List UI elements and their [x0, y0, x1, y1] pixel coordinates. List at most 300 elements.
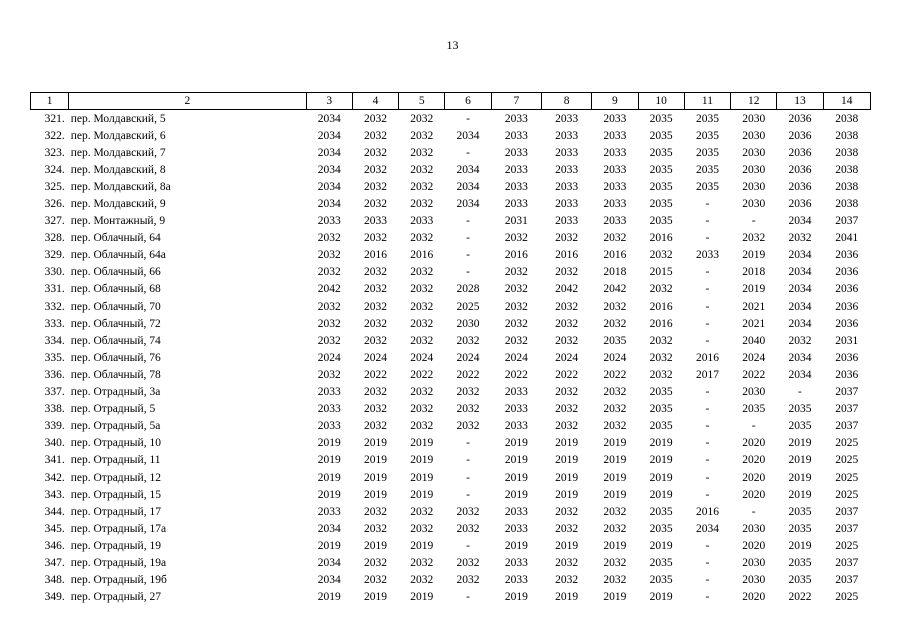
- row-number: 336.: [44, 368, 65, 381]
- year-cell: 2032: [317, 249, 341, 262]
- year-cell: 2034: [317, 556, 341, 569]
- year-cell: -: [466, 232, 470, 245]
- year-cell: 2040: [742, 334, 766, 347]
- year-cell: 2019: [555, 488, 579, 501]
- year-cell: 2032: [410, 112, 434, 125]
- year-cell: -: [466, 539, 470, 552]
- year-cell: 2035: [695, 129, 719, 142]
- year-cell: 2032: [364, 403, 388, 416]
- table-row: [31, 537, 871, 554]
- year-cell: 2032: [364, 300, 388, 313]
- table-row: [31, 315, 871, 332]
- table-row: [31, 572, 871, 589]
- year-cell: 2033: [504, 163, 528, 176]
- row-number: 339.: [44, 420, 65, 433]
- year-cell: 2024: [364, 351, 388, 364]
- year-cell: -: [466, 266, 470, 279]
- header-row: [31, 93, 871, 110]
- table-row: [31, 230, 871, 247]
- year-cell: 2032: [317, 368, 341, 381]
- year-cell: 2034: [788, 283, 812, 296]
- year-cell: -: [466, 454, 470, 467]
- year-cell: 2036: [835, 351, 859, 364]
- column-header-1: 1: [31, 93, 69, 110]
- row-number: 331.: [44, 283, 65, 296]
- year-cell: 2034: [788, 249, 812, 262]
- year-cell: 2032: [364, 420, 388, 433]
- address-cell: пер. Отрадный, 10: [70, 437, 161, 450]
- year-cell: -: [705, 215, 710, 228]
- year-cell: 2032: [456, 522, 480, 535]
- year-cell: 2035: [788, 505, 812, 518]
- year-cell: 2030: [742, 163, 766, 176]
- year-cell: 2036: [788, 180, 812, 193]
- year-cell: 2019: [603, 437, 627, 450]
- table-row: [31, 469, 871, 486]
- column-header-11: 11: [684, 93, 730, 110]
- year-cell: 2034: [456, 180, 480, 193]
- address-cell: пер. Отрадный, 5: [70, 403, 156, 416]
- year-cell: 2019: [788, 454, 812, 467]
- year-cell: 2032: [410, 403, 434, 416]
- year-cell: 2028: [456, 283, 480, 296]
- year-cell: 2032: [555, 556, 579, 569]
- year-cell: 2016: [410, 249, 434, 262]
- table-row: [31, 503, 871, 520]
- year-cell: 2032: [410, 317, 434, 330]
- year-cell: 2035: [649, 386, 673, 399]
- table-body: [31, 110, 871, 606]
- table-row: [31, 332, 871, 349]
- row-number: 329.: [44, 249, 65, 262]
- column-header-13: 13: [777, 93, 823, 110]
- year-cell: 2032: [410, 180, 434, 193]
- year-cell: 2033: [504, 403, 528, 416]
- year-cell: 2036: [835, 300, 859, 313]
- year-cell: 2034: [317, 574, 341, 587]
- year-cell: -: [705, 317, 710, 330]
- year-cell: 2019: [555, 454, 579, 467]
- table-row: [31, 127, 871, 144]
- year-cell: 2032: [603, 420, 627, 433]
- year-cell: 2035: [788, 403, 812, 416]
- column-header-7: 7: [491, 93, 541, 110]
- row-number: 323.: [44, 146, 65, 159]
- year-cell: 2034: [456, 163, 480, 176]
- table-row: [31, 452, 871, 469]
- year-cell: 2025: [835, 437, 859, 450]
- year-cell: 2017: [695, 368, 719, 381]
- year-cell: 2034: [788, 368, 812, 381]
- table-row: [31, 384, 871, 401]
- year-cell: 2032: [364, 334, 388, 347]
- year-cell: 2032: [317, 317, 341, 330]
- year-cell: 2032: [456, 334, 480, 347]
- year-cell: 2032: [555, 403, 579, 416]
- year-cell: 2032: [410, 163, 434, 176]
- year-cell: 2022: [603, 368, 627, 381]
- year-cell: 2016: [695, 505, 719, 518]
- year-cell: 2038: [835, 146, 859, 159]
- address-cell: пер. Отрадный, 12: [70, 471, 161, 484]
- address-cell: пер. Отрадный, 19б: [70, 574, 167, 587]
- year-cell: 2025: [835, 471, 859, 484]
- year-cell: 2032: [410, 386, 434, 399]
- year-cell: 2032: [410, 505, 434, 518]
- table-row: [31, 349, 871, 366]
- year-cell: 2033: [504, 522, 528, 535]
- year-cell: 2033: [317, 386, 341, 399]
- year-cell: 2032: [364, 146, 388, 159]
- year-cell: 2034: [317, 163, 341, 176]
- year-cell: 2024: [410, 351, 434, 364]
- year-cell: 2034: [456, 198, 480, 211]
- year-cell: -: [705, 574, 710, 587]
- year-cell: 2020: [742, 591, 766, 604]
- year-cell: 2035: [649, 180, 673, 193]
- year-cell: 2033: [555, 215, 579, 228]
- year-cell: 2019: [555, 539, 579, 552]
- year-cell: -: [466, 591, 470, 604]
- year-cell: 2033: [317, 505, 341, 518]
- address-cell: пер. Отрадный, 19: [70, 539, 161, 552]
- year-cell: 2033: [603, 112, 627, 125]
- year-cell: 2019: [788, 471, 812, 484]
- year-cell: 2035: [649, 129, 673, 142]
- address-cell: пер. Отрадный, 11: [70, 454, 161, 467]
- year-cell: 2035: [649, 112, 673, 125]
- year-cell: 2032: [788, 232, 812, 245]
- year-cell: 2033: [504, 129, 528, 142]
- year-cell: -: [705, 266, 710, 279]
- year-cell: 2032: [649, 249, 673, 262]
- year-cell: 2032: [410, 522, 434, 535]
- year-cell: -: [705, 471, 710, 484]
- table-row: [31, 178, 871, 195]
- year-cell: 2032: [456, 556, 480, 569]
- year-cell: 2019: [317, 437, 341, 450]
- year-cell: 2038: [835, 163, 859, 176]
- column-header-14: 14: [823, 93, 870, 110]
- year-cell: 2035: [788, 556, 812, 569]
- year-cell: 2035: [649, 522, 673, 535]
- year-cell: 2033: [504, 556, 528, 569]
- year-cell: 2019: [410, 454, 434, 467]
- year-cell: 2035: [649, 505, 673, 518]
- table-row: [31, 435, 871, 452]
- row-number: 321.: [44, 112, 65, 125]
- year-cell: 2032: [364, 232, 388, 245]
- year-cell: 2033: [603, 215, 627, 228]
- column-header-12: 12: [731, 93, 777, 110]
- year-cell: 2033: [603, 146, 627, 159]
- year-cell: 2019: [649, 437, 673, 450]
- year-cell: 2019: [603, 471, 627, 484]
- year-cell: 2032: [364, 163, 388, 176]
- year-cell: 2016: [504, 249, 528, 262]
- year-cell: 2034: [788, 351, 812, 364]
- year-cell: 2032: [317, 300, 341, 313]
- year-cell: 2019: [649, 488, 673, 501]
- year-cell: 2024: [317, 351, 341, 364]
- table-row: [31, 247, 871, 264]
- year-cell: 2030: [742, 556, 766, 569]
- year-cell: 2019: [649, 539, 673, 552]
- year-cell: 2034: [788, 266, 812, 279]
- year-cell: -: [466, 488, 470, 501]
- year-cell: 2035: [649, 574, 673, 587]
- year-cell: 2037: [835, 556, 859, 569]
- year-cell: 2034: [317, 180, 341, 193]
- year-cell: 2032: [410, 420, 434, 433]
- year-cell: 2032: [410, 334, 434, 347]
- year-cell: 2019: [410, 591, 434, 604]
- year-cell: 2019: [410, 488, 434, 501]
- year-cell: -: [798, 386, 802, 399]
- year-cell: -: [705, 403, 710, 416]
- year-cell: 2032: [555, 300, 579, 313]
- year-cell: 2022: [410, 368, 434, 381]
- column-header-8: 8: [541, 93, 591, 110]
- year-cell: 2019: [555, 471, 579, 484]
- year-cell: 2022: [555, 368, 579, 381]
- year-cell: 2030: [742, 112, 766, 125]
- year-cell: 2035: [788, 574, 812, 587]
- year-cell: 2016: [695, 351, 719, 364]
- year-cell: 2019: [504, 471, 528, 484]
- year-cell: 2035: [603, 334, 627, 347]
- year-cell: 2042: [317, 283, 341, 296]
- year-cell: 2034: [788, 300, 812, 313]
- year-cell: 2032: [649, 351, 673, 364]
- address-cell: пер. Облачный, 66: [70, 266, 161, 279]
- year-cell: 2034: [317, 198, 341, 211]
- year-cell: 2019: [504, 539, 528, 552]
- year-cell: 2032: [603, 386, 627, 399]
- year-cell: -: [466, 471, 470, 484]
- year-cell: 2031: [835, 334, 859, 347]
- year-cell: 2037: [835, 420, 859, 433]
- year-cell: 2033: [317, 420, 341, 433]
- year-cell: -: [705, 198, 710, 211]
- year-cell: 2032: [364, 180, 388, 193]
- year-cell: 2033: [555, 180, 579, 193]
- year-cell: 2041: [835, 232, 859, 245]
- year-cell: -: [466, 146, 470, 159]
- year-cell: 2033: [504, 180, 528, 193]
- year-cell: 2032: [555, 574, 579, 587]
- year-cell: 2037: [835, 522, 859, 535]
- year-cell: 2032: [788, 334, 812, 347]
- year-cell: 2035: [649, 198, 673, 211]
- year-cell: 2032: [410, 556, 434, 569]
- year-cell: 2019: [649, 591, 673, 604]
- year-cell: 2019: [410, 471, 434, 484]
- year-cell: -: [705, 232, 710, 245]
- year-cell: 2019: [410, 539, 434, 552]
- year-cell: 2030: [742, 129, 766, 142]
- year-cell: 2035: [695, 163, 719, 176]
- year-cell: 2033: [603, 129, 627, 142]
- year-cell: -: [705, 556, 710, 569]
- row-number: 335.: [44, 351, 65, 364]
- year-cell: 2032: [410, 198, 434, 211]
- year-cell: 2032: [603, 300, 627, 313]
- column-header-9: 9: [592, 93, 638, 110]
- year-cell: 2030: [742, 146, 766, 159]
- year-cell: 2025: [835, 539, 859, 552]
- row-number: 325.: [44, 180, 65, 193]
- year-cell: 2036: [788, 129, 812, 142]
- year-cell: 2030: [742, 574, 766, 587]
- year-cell: 2034: [317, 522, 341, 535]
- year-cell: 2038: [835, 129, 859, 142]
- year-cell: 2033: [317, 215, 341, 228]
- year-cell: 2034: [456, 129, 480, 142]
- table-row: [31, 110, 871, 128]
- year-cell: 2032: [364, 266, 388, 279]
- year-cell: 2019: [364, 591, 388, 604]
- year-cell: 2024: [555, 351, 579, 364]
- year-cell: 2034: [317, 146, 341, 159]
- year-cell: 2034: [788, 317, 812, 330]
- year-cell: -: [705, 283, 710, 296]
- row-number: 334.: [44, 334, 65, 347]
- year-cell: 2035: [695, 146, 719, 159]
- year-cell: 2032: [364, 198, 388, 211]
- year-cell: 2016: [649, 232, 673, 245]
- year-cell: 2037: [835, 386, 859, 399]
- table-row: [31, 589, 871, 606]
- table-row: [31, 281, 871, 298]
- table-row: [31, 144, 871, 161]
- year-cell: 2032: [364, 112, 388, 125]
- year-cell: 2036: [835, 266, 859, 279]
- row-number: 337.: [44, 386, 65, 399]
- year-cell: 2033: [504, 112, 528, 125]
- year-cell: 2024: [603, 351, 627, 364]
- year-cell: 2032: [555, 505, 579, 518]
- row-number: 338.: [44, 403, 65, 416]
- year-cell: 2019: [788, 488, 812, 501]
- year-cell: 2020: [742, 454, 766, 467]
- year-cell: 2022: [788, 591, 812, 604]
- year-cell: 2036: [788, 163, 812, 176]
- year-cell: 2019: [504, 437, 528, 450]
- year-cell: 2032: [603, 556, 627, 569]
- year-cell: 2037: [835, 574, 859, 587]
- row-number: 330.: [44, 266, 65, 279]
- year-cell: 2033: [603, 163, 627, 176]
- table-row: [31, 195, 871, 212]
- year-cell: 2037: [835, 215, 859, 228]
- year-cell: 2032: [504, 266, 528, 279]
- year-cell: 2032: [649, 334, 673, 347]
- year-cell: -: [751, 505, 756, 518]
- year-cell: 2025: [835, 488, 859, 501]
- year-cell: 2016: [649, 317, 673, 330]
- year-cell: 2019: [555, 437, 579, 450]
- year-cell: 2032: [555, 266, 579, 279]
- year-cell: 2033: [555, 146, 579, 159]
- year-cell: 2020: [742, 471, 766, 484]
- page-number: 13: [446, 38, 459, 52]
- year-cell: 2019: [364, 539, 388, 552]
- row-number: 344.: [44, 505, 65, 518]
- table-row: [31, 401, 871, 418]
- year-cell: 2035: [649, 556, 673, 569]
- address-cell: пер. Облачный, 74: [70, 334, 161, 347]
- year-cell: 2036: [788, 112, 812, 125]
- table-row: [31, 161, 871, 178]
- year-cell: 2035: [788, 522, 812, 535]
- year-cell: 2036: [835, 368, 859, 381]
- year-cell: 2019: [364, 471, 388, 484]
- column-header-6: 6: [445, 93, 491, 110]
- row-number: 343.: [44, 488, 65, 501]
- year-cell: 2018: [742, 266, 766, 279]
- address-cell: пер. Отрадный, 27: [70, 591, 161, 604]
- year-cell: 2032: [410, 129, 434, 142]
- year-cell: -: [705, 437, 710, 450]
- year-cell: 2016: [364, 249, 388, 262]
- year-cell: -: [705, 420, 710, 433]
- year-cell: -: [705, 454, 710, 467]
- year-cell: 2025: [456, 300, 480, 313]
- year-cell: 2036: [835, 283, 859, 296]
- year-cell: 2019: [364, 488, 388, 501]
- year-cell: 2033: [504, 146, 528, 159]
- address-cell: пер. Облачный, 72: [70, 317, 161, 330]
- year-cell: 2035: [649, 420, 673, 433]
- year-cell: 2032: [555, 386, 579, 399]
- year-cell: 2032: [603, 505, 627, 518]
- year-cell: 2019: [504, 488, 528, 501]
- year-cell: 2033: [364, 215, 388, 228]
- year-cell: 2032: [504, 317, 528, 330]
- year-cell: 2032: [504, 300, 528, 313]
- address-cell: пер. Молдавский, 6: [70, 129, 166, 142]
- address-cell: пер. Монтажный, 9: [70, 215, 166, 228]
- table-row: [31, 486, 871, 503]
- address-cell: пер. Молдавский, 5: [70, 112, 166, 125]
- year-cell: 2035: [788, 420, 812, 433]
- year-cell: 2038: [835, 112, 859, 125]
- year-cell: 2019: [555, 591, 579, 604]
- year-cell: 2036: [835, 249, 859, 262]
- table-row: [31, 418, 871, 435]
- year-cell: 2019: [364, 437, 388, 450]
- year-cell: -: [466, 437, 470, 450]
- year-cell: 2021: [742, 300, 766, 313]
- year-cell: 2032: [317, 232, 341, 245]
- year-cell: 2032: [603, 317, 627, 330]
- year-cell: 2019: [410, 437, 434, 450]
- year-cell: 2016: [603, 249, 627, 262]
- year-cell: 2035: [649, 146, 673, 159]
- column-header-10: 10: [638, 93, 684, 110]
- address-cell: пер. Облачный, 68: [70, 283, 161, 296]
- year-cell: -: [751, 420, 756, 433]
- year-cell: 2033: [317, 403, 341, 416]
- address-cell: пер. Отрадный, 5а: [70, 420, 161, 433]
- year-cell: 2035: [649, 403, 673, 416]
- year-cell: 2038: [835, 180, 859, 193]
- year-cell: -: [466, 215, 470, 228]
- year-cell: 2019: [317, 591, 341, 604]
- year-cell: 2024: [742, 351, 766, 364]
- year-cell: -: [466, 112, 470, 125]
